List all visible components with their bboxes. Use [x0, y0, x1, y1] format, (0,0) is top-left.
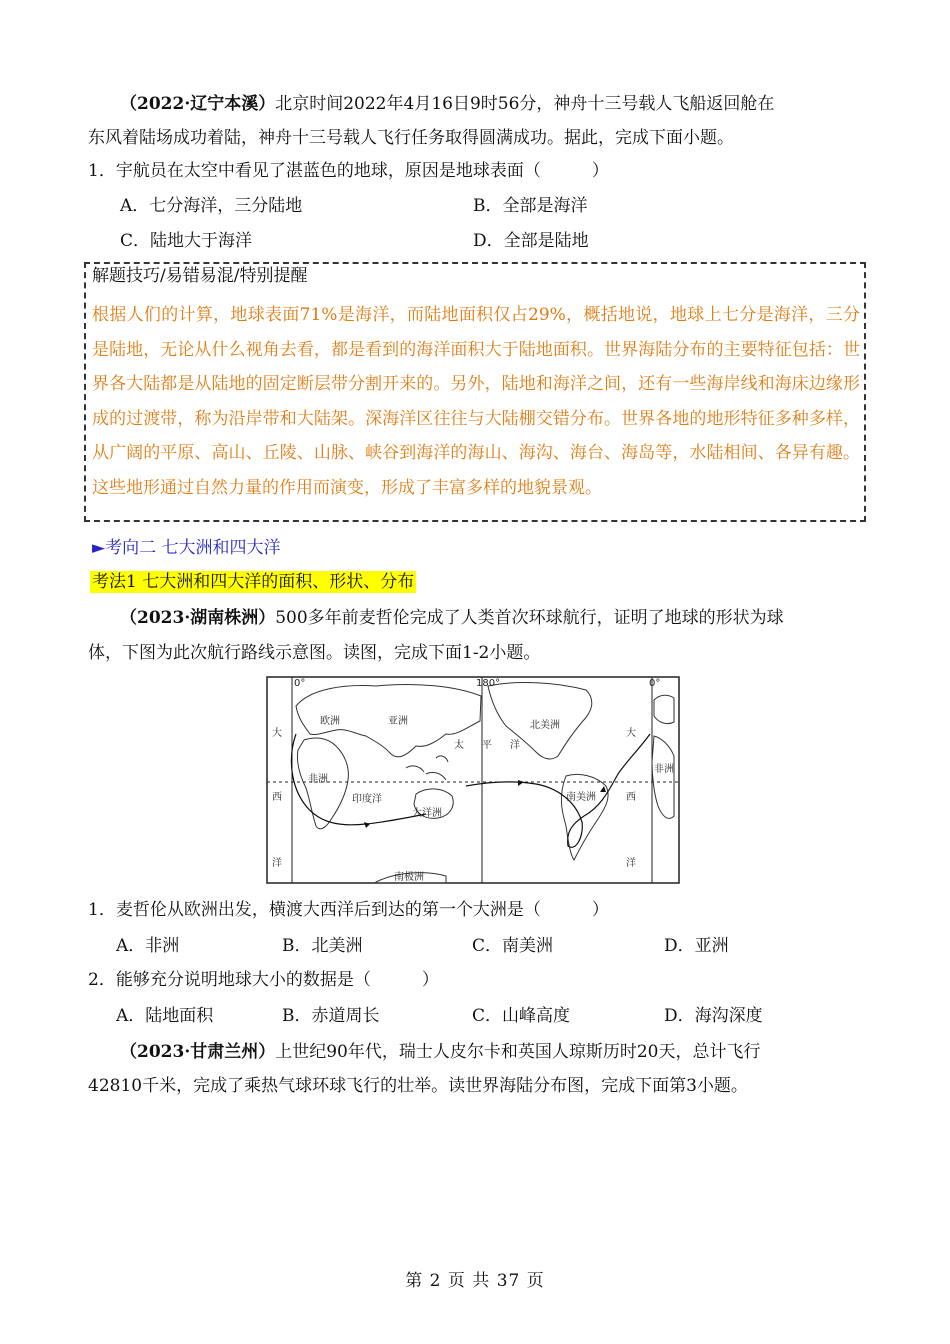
label-asia: 亚洲: [388, 716, 408, 727]
intro2-source: （2023·湖南株洲）: [120, 608, 276, 628]
page-footer: 第 2 页 共 37 页: [405, 1271, 545, 1291]
label-africa-right: 非洲: [654, 764, 674, 775]
intro3-text1: 上世纪90年代，瑞士人皮尔卡和英国人琼斯历时20天，总计飞行: [275, 1042, 761, 1062]
q2-stem: 1．麦哲伦从欧洲出发，横渡大西洋后到达的第一个大洲是（ ）: [88, 900, 609, 920]
method-heading: [90, 570, 416, 594]
q3-option-a: A．陆地面积: [116, 1006, 214, 1026]
section-heading: ►考向二 七大洲和四大洋: [92, 538, 281, 558]
q1-option-d: D．全部是陆地: [473, 231, 589, 251]
intro2-line1: [120, 606, 784, 630]
q2-option-c: C．南美洲: [472, 936, 554, 956]
q3-stem: 2．能够充分说明地球大小的数据是（ ）: [88, 970, 439, 990]
tip-title: 解题技巧/易错易混/特别提醒: [92, 266, 308, 286]
q2-option-d: D．亚洲: [664, 936, 729, 956]
intro1-text1: 北京时间2022年4月16日9时56分，神舟十三号载人飞船返回舱在: [275, 94, 775, 114]
label-pacific-3: 洋: [510, 740, 520, 751]
label-africa: 非洲: [308, 774, 328, 785]
label-south-america: 南美洲: [566, 792, 596, 803]
label-atlantic-left-1: 大: [272, 728, 282, 739]
label-europe: 欧洲: [320, 716, 340, 727]
q1-option-b: B．全部是海洋: [473, 196, 588, 216]
intro3-line1: [120, 1040, 761, 1064]
intro2-line2: 体，下图为此次航行路线示意图。读图，完成下面1-2小题。: [88, 643, 541, 663]
label-deg-left: 0°: [294, 678, 306, 689]
magellan-route-map: [266, 676, 680, 884]
label-atlantic-left-3: 洋: [272, 858, 282, 869]
label-north-america: 北美洲: [530, 720, 560, 731]
map-svg: [266, 676, 680, 884]
q2-option-b: B．北美洲: [282, 936, 363, 956]
intro3-source: （2023·甘肃兰州）: [120, 1042, 276, 1062]
label-atlantic-right-2: 西: [626, 792, 636, 803]
q1-option-a: A．七分海洋，三分陆地: [120, 196, 303, 216]
label-deg-mid: 180°: [476, 678, 501, 689]
label-pacific-2: 平: [482, 740, 492, 751]
label-oceania: 大洋洲: [412, 808, 442, 819]
label-indian-ocean: 印度洋: [352, 794, 382, 805]
map-frame: [267, 677, 679, 883]
label-atlantic-right-3: 洋: [626, 858, 636, 869]
label-atlantic-right-1: 大: [626, 728, 636, 739]
intro1-line2: 东风着陆场成功着陆，神舟十三号载人飞行任务取得圆满成功。据此，完成下面小题。: [88, 128, 734, 148]
intro2-text1: 500多年前麦哲伦完成了人类首次环球航行，证明了地球的形状为球: [275, 608, 784, 628]
q1-stem: 1．宇航员在太空中看见了湛蓝色的地球，原因是地球表面（ ）: [88, 161, 609, 181]
label-deg-right: 0°: [649, 678, 661, 689]
q2-option-a: A．非洲: [116, 936, 180, 956]
q3-option-d: D．海沟深度: [664, 1006, 763, 1026]
q3-option-c: C．山峰高度: [472, 1006, 571, 1026]
q1-option-c: C．陆地大于海洋: [120, 231, 253, 251]
label-atlantic-left-2: 西: [272, 792, 282, 803]
intro3-line2: 42810千米，完成了乘热气球环球飞行的壮举。读世界海陆分布图，完成下面第3小题。: [88, 1076, 748, 1096]
tip-text: 根据人们的计算，地球表面71%是海洋，而陆地面积仅占29%，概括地说，地球上七分是海洋，三分是陆地，无论从什么视角去看，都是看到的海洋面积大于陆地面积。世界海陆分布的主要特征包括：世界各大陆都是从陆地的固定断层带分割开来的。另外，陆地和海洋之间，还有一些海岸线和海床边缘形成的过渡带，称为沿岸带和大陆架。深海洋区往往与大陆棚交错分布。世界各地的地形特征多种多样，从广阔的平原、高山、丘陵、山脉、峡谷到海洋的海山、海沟、海台、海岛等，水陆相间、各异有趣。这些地形通过自然力量的作用而演变，形成了丰富多样的地貌景观。: [92, 305, 860, 498]
q3-option-b: B．赤道周长: [282, 1006, 380, 1026]
label-pacific-1: 太: [454, 740, 464, 751]
label-antarctica: 南极洲: [394, 872, 424, 883]
method-text: 考法1 七大洲和四大洋的面积、形状、分布: [92, 572, 415, 592]
intro1-source: （2022·辽宁本溪）: [120, 94, 276, 114]
intro1-line1: [120, 92, 774, 116]
